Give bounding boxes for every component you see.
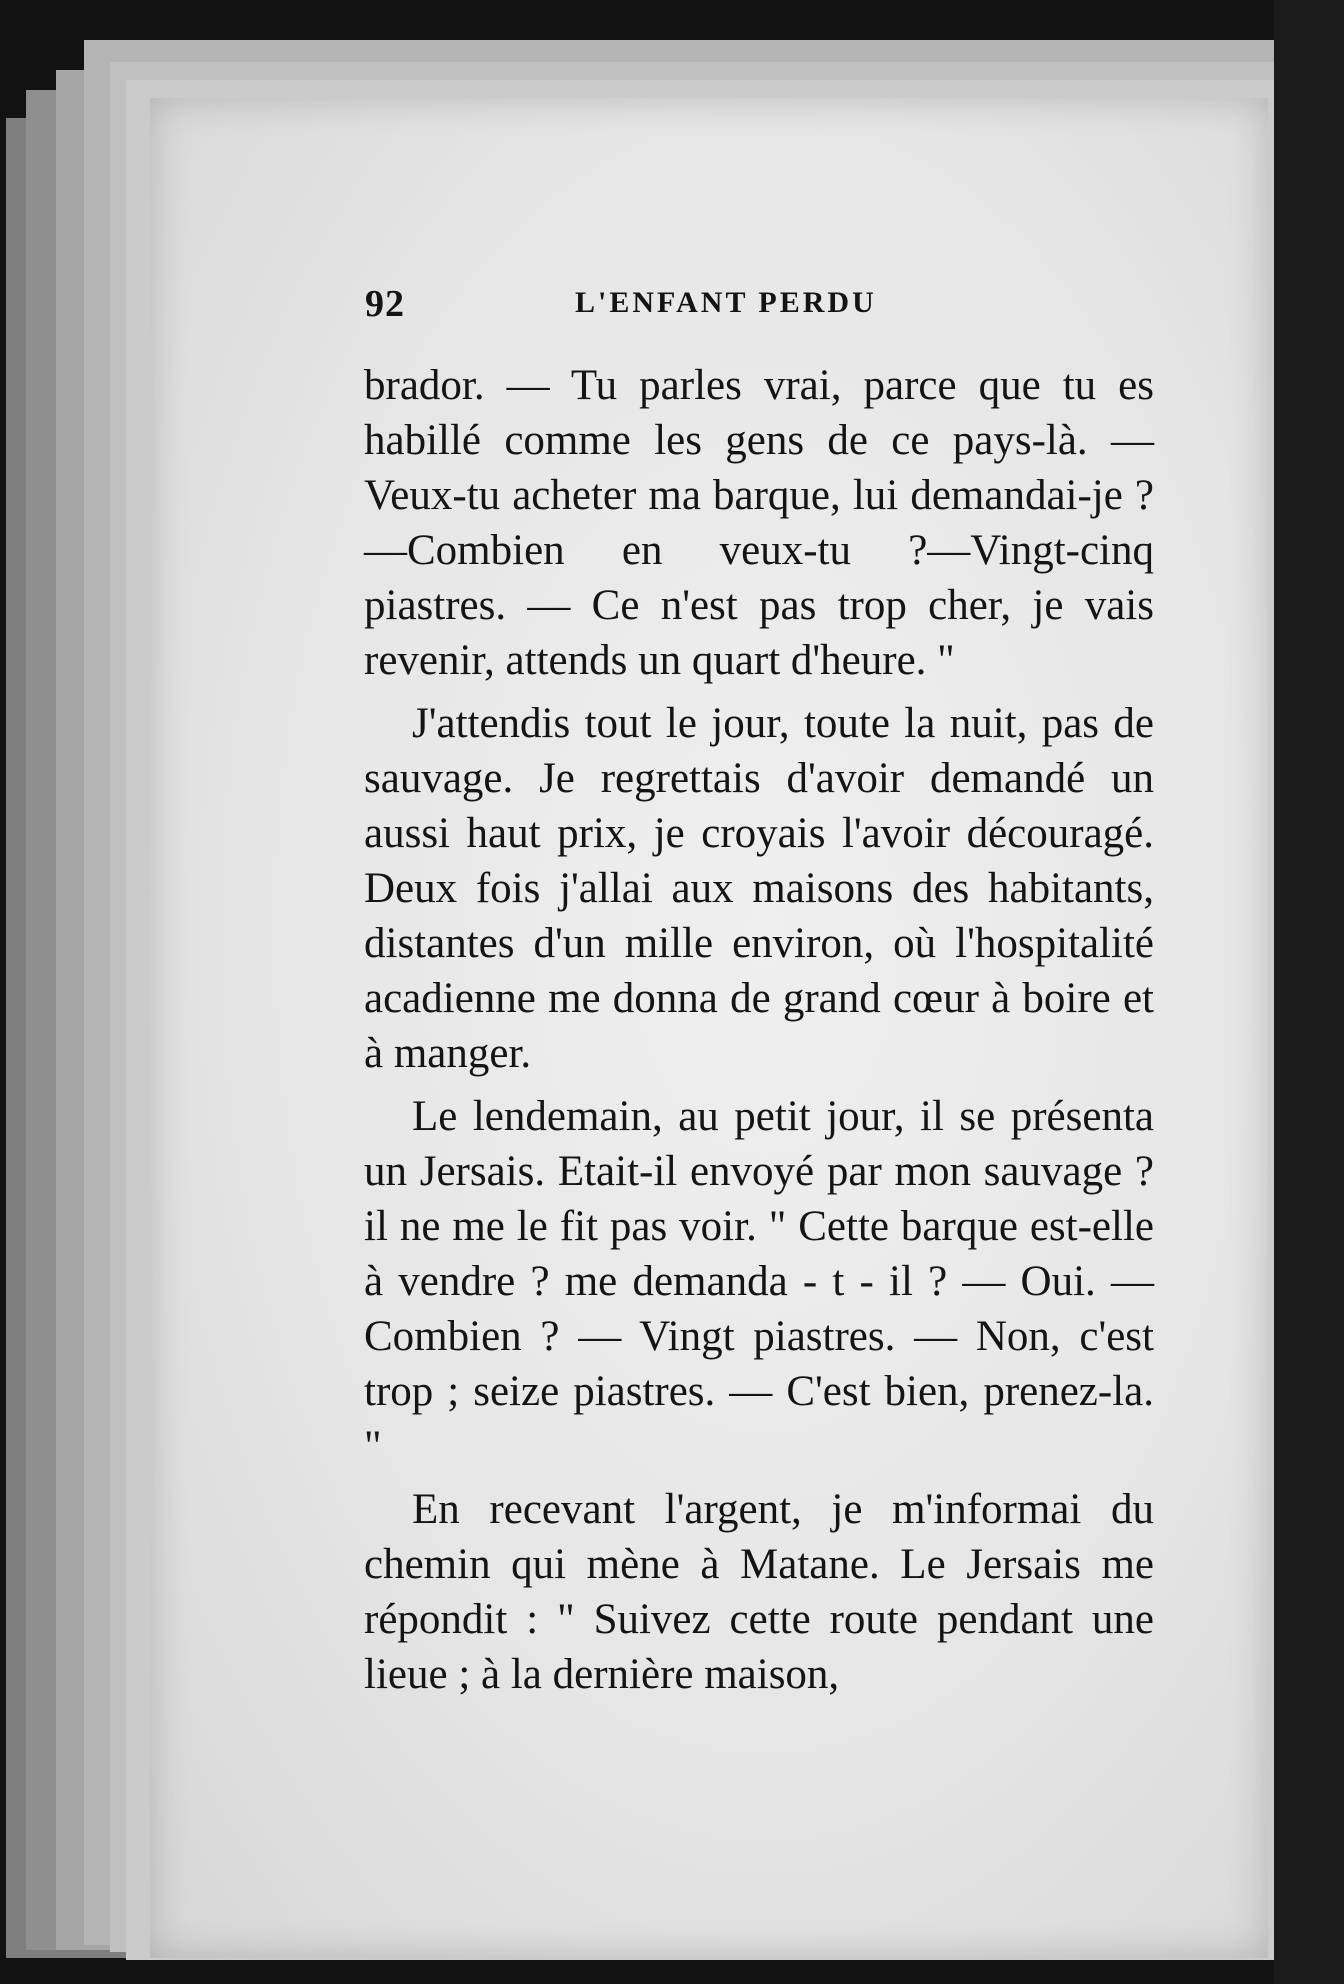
paragraph: En recevant l'argent, je m'informai du chemin qui mène à Matane. Le Jersais me répondit : " Suivez cette route pendant une lieue ; à la dernière maison,: [364, 1486, 1154, 1698]
paragraph: brador. — Tu parles vrai, parce que tu es habillé comme les gens de ce pays-là. — Veux-tu acheter ma barque, lui demandai-je ?—Combien en veux-tu ?—Vingt-cinq piastres. — Ce n'est pas trop cher, je vais revenir, attends un quart d'heure. ": [364, 362, 1154, 684]
background-shadow: [1274, 0, 1344, 1984]
paragraph: Le lendemain, au petit jour, il se présenta un Jersais. Etait-il envoyé par mon sauvage ? il ne me le fit pas voir. " Cette barque est-elle à vendre ? me demanda - t - il ? — Oui. — Combien ? — Vingt piastres. — Non, c'est trop ; seize piastres. — C'est bien, prenez-la. ": [364, 1093, 1154, 1470]
paragraph: J'attendis tout le jour, toute la nuit, pas de sauvage. Je regrettais d'avoir demandé un aussi haut prix, je croyais l'avoir découragé. Deux fois j'allai aux maisons des habitants, distantes d'un mille environ, où l'hospitalité acadienne me donna de grand cœur à boire et à manger.: [364, 700, 1154, 1077]
running-title: L'ENFANT PERDU: [575, 286, 877, 319]
body-text: [364, 358, 1154, 1702]
page-header: [365, 282, 1175, 342]
page-number: 92: [365, 283, 405, 325]
